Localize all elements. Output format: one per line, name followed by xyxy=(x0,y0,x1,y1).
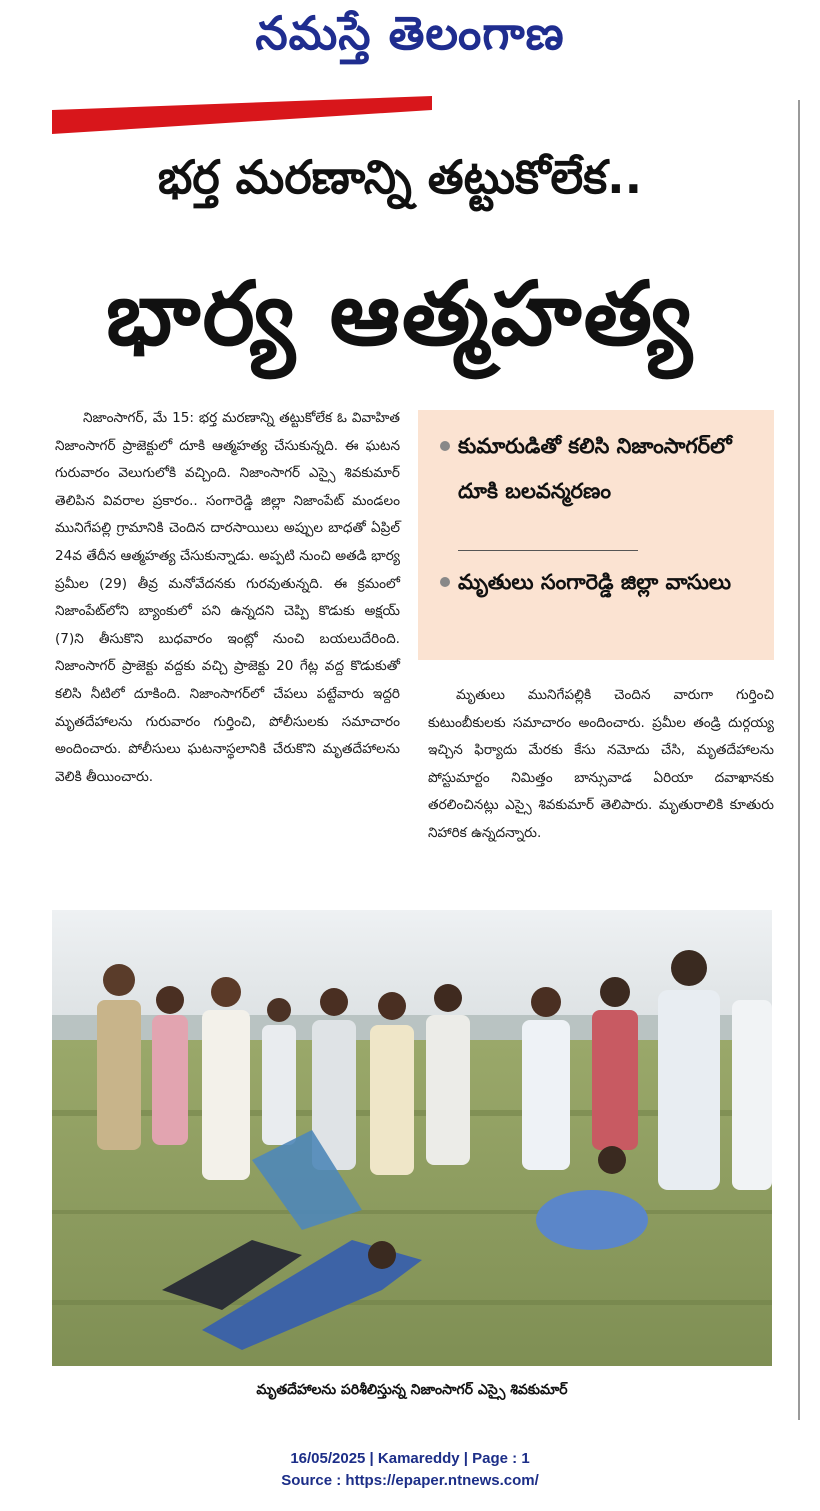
headline-kicker: భర్త మరణాన్ని తట్టుకోలేక.. xyxy=(157,150,643,204)
article-right-column xyxy=(428,682,774,848)
newspaper-logo: నమస్తే తెలంగాణ xyxy=(255,6,565,60)
article-paragraph: మృతులు మునిగేపల్లికి చెందిన వారుగా గుర్తించి కుటుంబీకులకు సమాచారం అందించారు. ప్రమీల తండ్రి దుర్గయ్య ఇచ్చిన ఫిర్యాదు మేరకు కేసు నమోదు చేసి, మృతదేహాలను పోస్టుమార్టం నిమిత్తం బాన్సువాడ ఏరియా దవాఖానకు తరలించినట్లు ఎస్సై శివకుమార్ తెలిపారు. మృతురాలికి కూతురు నిహారిక ఉన్నదన్నారు. xyxy=(428,687,774,841)
article-left-column xyxy=(55,405,400,791)
highlight-divider xyxy=(458,550,638,551)
red-accent-stripe xyxy=(52,96,432,136)
highlight-item: మృతులు సంగారెడ్డి జిల్లా వాసులు xyxy=(458,570,732,594)
bullet-icon xyxy=(440,577,450,587)
masthead xyxy=(0,0,820,100)
highlights-box xyxy=(418,410,774,660)
photo-caption: మృతదేహాలను పరిశీలిస్తున్న నిజాంసాగర్ ఎస్సై శివకుమార్ xyxy=(256,1382,568,1398)
source-link[interactable]: Source : https://epaper.ntnews.com/ xyxy=(281,1472,539,1489)
news-photo xyxy=(52,910,772,1366)
edition-line: 16/05/2025 | Kamareddy | Page : 1 xyxy=(290,1450,530,1467)
article-paragraph: నిజాంసాగర్, మే 15: భర్త మరణాన్ని తట్టుకోలేక ఓ వివాహిత నిజాంసాగర్ ప్రాజెక్టులో దూకి ఆత్మహత్య చేసుకున్నది. ఈ ఘటన గురువారం వెలుగులోకి వచ్చింది. నిజాంసాగర్ ఎస్సై శివకుమార్ తెలిపిన వివరాల ప్రకారం.. సంగారెడ్డి జిల్లా నిజాంపేట్ మండలం మునిగేపల్లి గ్రామానికి చెందిన దారసాయిలు అప్పుల బాధతో ఏప్రిల్ 24వ తేదీన ఆత్మహత్య చేసుకున్నాడు. అప్పటి నుంచి అతడి భార్య ప్రమీల (29) తీవ్ర మనోవేదనకు గురవుతున్నది. ఈ క్రమంలో నిజాంపేట్‌లోని బ్యాంకులో పని ఉన్నదని చెప్పి కొడుకు అక్షయ్ (7)ని తీసుకొని బుధవారం ఇంట్లో నుంచి బయలుదేరింది. నిజాంసాగర్ ప్రాజెక్టు వద్దకు వచ్చి ప్రాజెక్టు 20 గేట్ల వద్ద కొడుకుతో కలిసి నీటిలో దూకింది. నిజాంసాగర్‌లో చేపలు పట్టేవారు ఇద్దరి మృతదేహాలను గురువారం గుర్తించి, పోలీసులకు సమాచారం అందించారు. పోలీసులు ఘటనాస్థలానికి చేరుకొని మృతదేహాలను వెలికి తీయించారు. xyxy=(55,410,400,785)
highlight-item: కుమారుడితో కలిసి నిజాంసాగర్‌లో దూకి బలవన్మరణం xyxy=(458,434,732,503)
column-divider xyxy=(798,100,800,1420)
headline-main: భార్య ఆత్మహత్య xyxy=(106,262,694,365)
bullet-icon xyxy=(440,441,450,451)
